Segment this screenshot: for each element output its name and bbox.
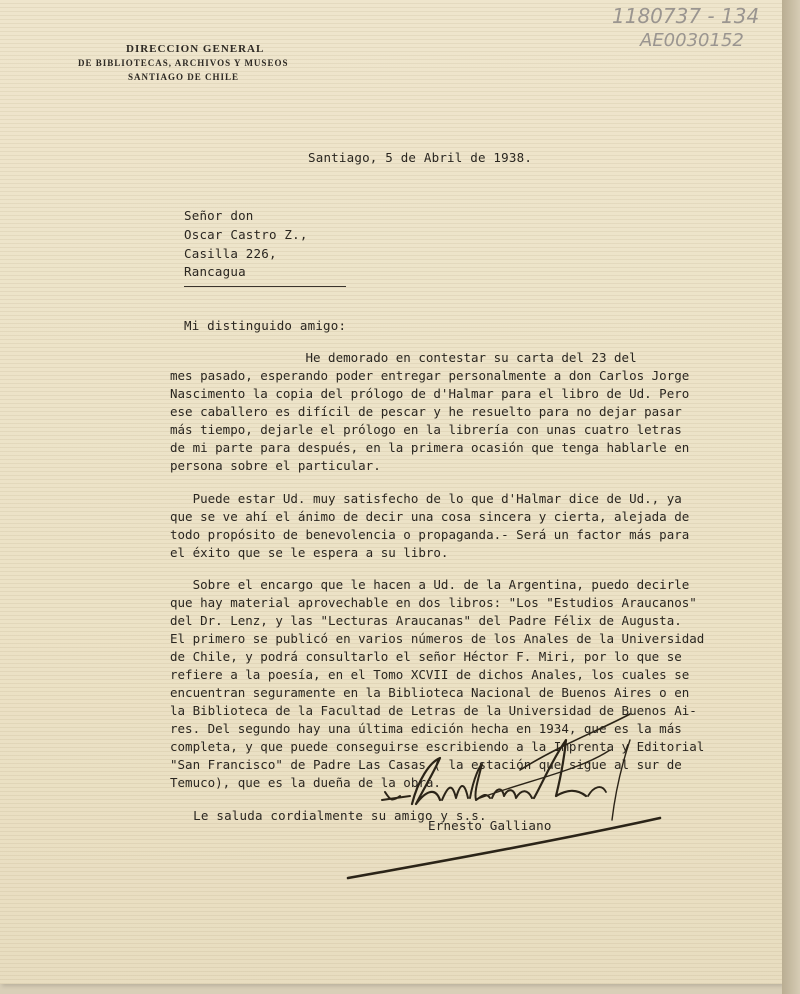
recipient-line1: Señor don	[184, 208, 254, 223]
paragraph-1-line: ese caballero es difícil de pescar y he resuelto para no dejar pasar	[170, 404, 682, 419]
paragraph-3-line: encuentran seguramente en la Biblioteca Nacional de Buenos Aires o en	[170, 685, 690, 700]
letterhead-line3: SANTIAGO DE CHILE	[128, 72, 240, 82]
recipient-line4: Rancagua	[184, 264, 246, 279]
page-edge-shadow	[782, 0, 800, 994]
closing-line: Le saluda cordialmente su amigo y s.s.	[170, 808, 487, 823]
paragraph-2-line: que se ve ahí el ánimo de decir una cosa sincera y cierta, alejada de	[170, 509, 690, 524]
paragraph-3-line: Sobre el encargo que le hacen a Ud. de la Argentina, puedo decirle	[170, 577, 690, 592]
paragraph-3-line: El primero se publicó en varios números de los Anales de la Universidad	[170, 631, 705, 646]
paragraph-1-line: He demorado en contestar su carta del 23 del	[170, 350, 637, 365]
paragraph-3-line: Temuco), que es la dueña de la obra.	[170, 775, 441, 790]
paragraph-3-line: que hay material aprovechable en dos libros: "Los "Estudios Araucanos"	[170, 595, 697, 610]
archive-mark-bottom: AE0030152	[640, 30, 744, 51]
paragraph-1-line: Nascimento la copia del prólogo de d'Halmar para el libro de Ud. Pero	[170, 386, 690, 401]
paragraph-1-line: de mi parte para después, en la primera ocasión que tenga hablarle en	[170, 440, 690, 455]
paragraph-1-line: persona sobre el particular.	[170, 458, 381, 473]
letterhead-line1: DIRECCION GENERAL	[126, 43, 265, 55]
paragraph-3-line: refiere a la poesía, en el Tomo XCVII de dichos Anales, los cuales se	[170, 667, 690, 682]
salutation: Mi distinguido amigo:	[184, 318, 347, 333]
paragraph-3-line: de Chile, y podrá consultarlo el señor Héctor F. Miri, por lo que se	[170, 649, 682, 664]
signature-name: Ernesto Galliano	[428, 818, 552, 833]
letter-date: Santiago, 5 de Abril de 1938.	[308, 150, 533, 165]
archive-mark-top: 1180737 - 134	[612, 4, 760, 28]
paragraph-1-line: más tiempo, dejarle el prólogo en la librería con unas cuatro letras	[170, 422, 682, 437]
handwritten-signature	[330, 700, 690, 900]
paragraph-1-line: mes pasado, esperando poder entregar personalmente a don Carlos Jorge	[170, 368, 690, 383]
paragraph-2-line: todo propósito de benevolencia o propaganda.- Será un factor más para	[170, 527, 690, 542]
paragraph-3-line: la Biblioteca de la Facultad de Letras de la Universidad de Buenos Ai-	[170, 703, 697, 718]
paragraph-3-line: completa, y que puede conseguirse escribiendo a la Imprenta y Editorial	[170, 739, 705, 754]
recipient-underline	[184, 286, 346, 287]
paragraph-2-line: Puede estar Ud. muy satisfecho de lo que d'Halmar dice de Ud., ya	[170, 491, 682, 506]
paragraph-3-line: del Dr. Lenz, y las "Lecturas Araucanas" del Padre Félix de Augusta.	[170, 613, 682, 628]
paragraph-3-line: res. Del segundo hay una última edición hecha en 1934, que es la más	[170, 721, 682, 736]
recipient-line3: Casilla 226,	[184, 246, 277, 261]
letterhead-line2: DE BIBLIOTECAS, ARCHIVOS Y MUSEOS	[78, 58, 289, 68]
paragraph-2-line: el éxito que se le espera a su libro.	[170, 545, 449, 560]
paragraph-3-line: "San Francisco" de Padre Las Casas ( la estación que sigue al sur de	[170, 757, 682, 772]
recipient-line2: Oscar Castro Z.,	[184, 227, 308, 242]
